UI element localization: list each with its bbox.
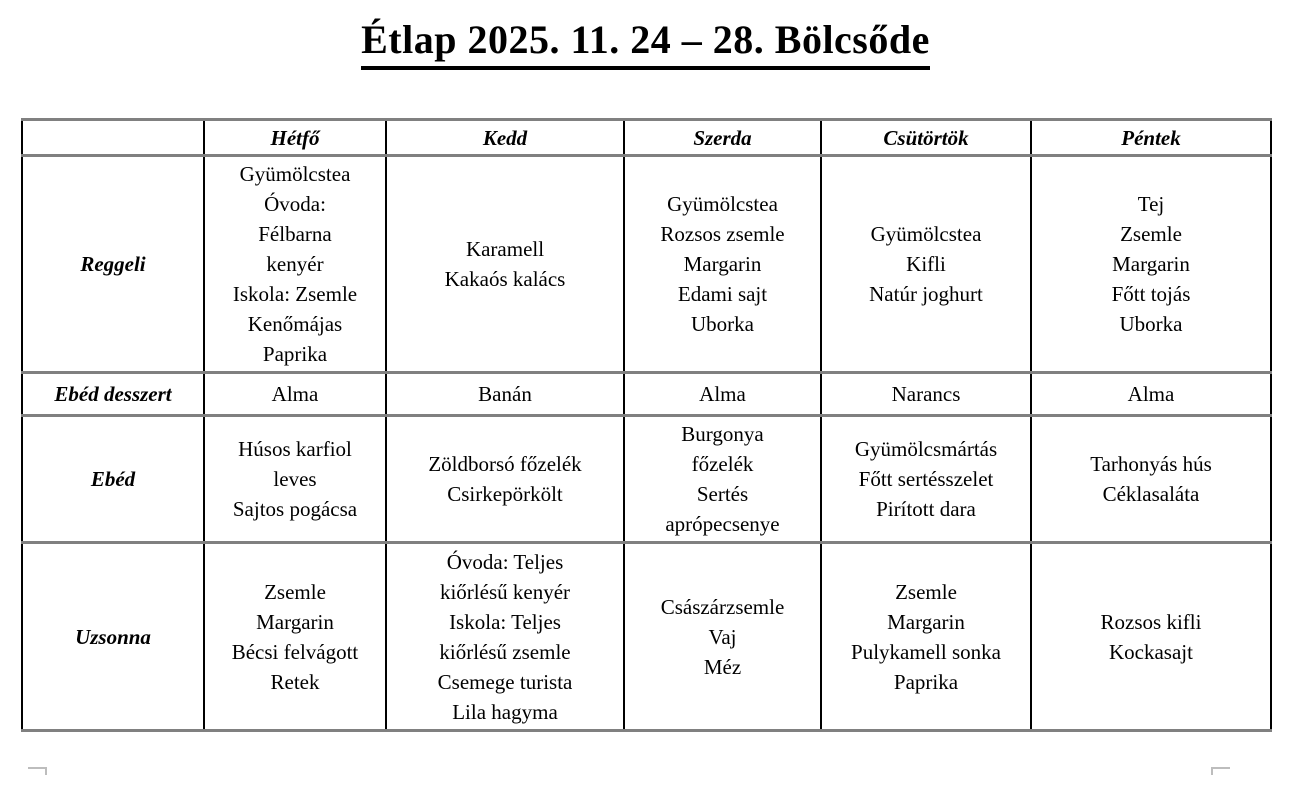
menu-cell-lunch-friday: Tarhonyás hús Céklasaláta [1031, 416, 1271, 543]
header-wednesday: Szerda [624, 120, 821, 156]
menu-cell-breakfast-thursday: Gyümölcstea Kifli Natúr joghurt [821, 156, 1031, 373]
menu-cell-breakfast-friday: Tej Zsemle Margarin Főtt tojás Uborka [1031, 156, 1271, 373]
row-label-lunch-dessert: Ebéd desszert [22, 373, 204, 416]
page-title [0, 0, 1291, 70]
row-label-breakfast: Reggeli [22, 156, 204, 373]
menu-cell-breakfast-tuesday: Karamell Kakaós kalács [386, 156, 624, 373]
menu-cell-snack-friday: Rozsos kifli Kockasajt [1031, 543, 1271, 731]
row-lunch-dessert [22, 373, 1271, 416]
row-afternoon-snack [22, 543, 1271, 731]
header-tuesday: Kedd [386, 120, 624, 156]
page-title-text: Étlap 2025. 11. 24 – 28. Bölcsőde [361, 16, 930, 70]
menu-cell-snack-thursday: Zsemle Margarin Pulykamell sonka Paprika [821, 543, 1031, 731]
weekly-menu-table [21, 118, 1272, 732]
menu-cell-dessert-wednesday: Alma [624, 373, 821, 416]
menu-cell-dessert-thursday: Narancs [821, 373, 1031, 416]
menu-cell-dessert-tuesday: Banán [386, 373, 624, 416]
header-row [22, 120, 1271, 156]
menu-cell-lunch-tuesday: Zöldborsó főzelék Csirkepörkölt [386, 416, 624, 543]
text-boundary-corner-mark-right [1211, 767, 1230, 775]
menu-cell-breakfast-wednesday: Gyümölcstea Rozsos zsemle Margarin Edami sajt Uborka [624, 156, 821, 373]
header-thursday: Csütörtök [821, 120, 1031, 156]
menu-cell-lunch-monday: Húsos karfiol leves Sajtos pogácsa [204, 416, 386, 543]
menu-cell-snack-tuesday: Óvoda: Teljes kiőrlésű kenyér Iskola: Teljes kiőrlésű zsemle Csemege turista Lila hagyma [386, 543, 624, 731]
menu-cell-lunch-thursday: Gyümölcsmártás Főtt sertésszelet Pirított dara [821, 416, 1031, 543]
menu-cell-snack-monday: Zsemle Margarin Bécsi felvágott Retek [204, 543, 386, 731]
header-monday: Hétfő [204, 120, 386, 156]
row-breakfast [22, 156, 1271, 373]
row-label-afternoon-snack: Uzsonna [22, 543, 204, 731]
menu-cell-breakfast-monday: Gyümölcstea Óvoda: Félbarna kenyér Iskola: Zsemle Kenőmájas Paprika [204, 156, 386, 373]
header-corner-cell [22, 120, 204, 156]
menu-cell-dessert-monday: Alma [204, 373, 386, 416]
text-boundary-corner-mark-left [28, 767, 47, 775]
menu-cell-lunch-wednesday: Burgonya főzelék Sertés aprópecsenye [624, 416, 821, 543]
row-label-lunch: Ebéd [22, 416, 204, 543]
menu-cell-dessert-friday: Alma [1031, 373, 1271, 416]
header-friday: Péntek [1031, 120, 1271, 156]
row-lunch [22, 416, 1271, 543]
menu-cell-snack-wednesday: Császárzsemle Vaj Méz [624, 543, 821, 731]
